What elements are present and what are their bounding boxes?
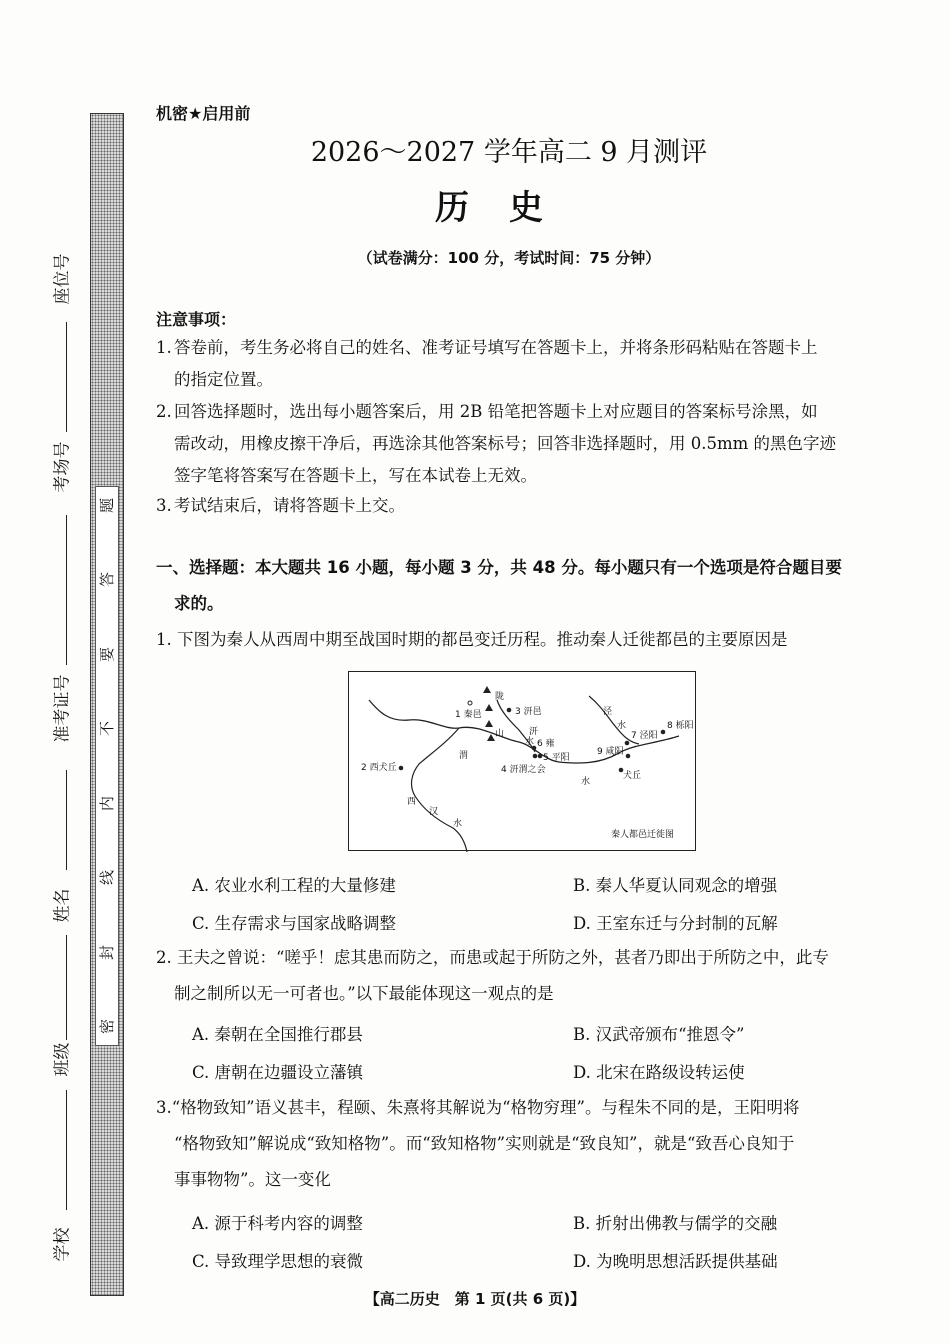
seal-char: 密 [98,1018,117,1034]
city-dot [468,701,472,705]
exam-title: 2026～2027 学年高二 9 月测评 [310,137,708,168]
seat-number-line [66,322,67,432]
seal-char: 要 [98,646,117,662]
note-number: 1. [156,338,172,357]
seat-number-label: 座位号 [52,253,73,305]
secret-mark: 机密★启用前 [156,104,251,123]
city-dot [399,766,404,771]
seal-char: 答 [98,572,117,588]
map-label-jing-shui: 水 [617,721,627,731]
class-line [66,1090,67,1210]
mountain-icon [485,704,493,711]
mountain-icon [483,686,491,693]
seal-char: 题 [98,497,117,514]
city-dot [507,708,512,713]
note-text: 的指定位置。 [174,370,273,389]
exam-room-label: 考场号 [52,441,73,493]
question-2 [156,940,896,1012]
map-label-xianyang: 9 咸阳 [597,747,624,757]
q1-option-c: C. 生存需求与国家战略调整 [192,914,397,933]
note-number: 3. [156,496,172,515]
map-label-qian: 汧 [529,727,539,737]
map-label-han-shui: 水 [453,819,463,829]
question-text: 2. 王夫之曾说：“嗟乎！虑其患而防之，而患或起于所防之外，甚者乃即出于所防之中，此专 [156,948,829,967]
map-label-quanqiu: 犬丘 [623,771,642,781]
question-text: 事事物物”。这一变化 [174,1170,331,1189]
name-line [66,935,67,1040]
q2-option-b: B. 汉武帝颁布“推恩令” [573,1025,745,1044]
seal-char: 内 [98,795,117,811]
exam-room-line [66,515,67,665]
map-label-qianyi: 3 汧邑 [515,707,542,717]
admission-number-line [66,770,67,870]
map-label-shan: 山 [495,729,505,739]
map-label-xi: 西 [407,797,417,807]
q3-option-b: B. 折射出佛教与儒学的交融 [573,1214,778,1233]
map-label-han: 汉 [429,807,439,817]
note-item [156,332,896,396]
q3-option-d: D. 为晚明思想活跃提供基础 [573,1252,778,1271]
admission-number-label: 准考证号 [52,674,73,743]
mountain-icon [487,734,495,741]
section-heading [156,550,896,622]
map-label-long: 陇 [495,692,505,702]
note-text: 签字笔将答案写在答题卡上，写在本试卷上无效。 [174,466,537,485]
q3-option-c: C. 导致理学思想的衰微 [192,1252,364,1271]
school-label: 学校 [52,1227,73,1262]
seal-strip [90,113,124,1296]
class-label: 班级 [52,1042,73,1077]
map-label-qian-shui: 水 [525,737,535,747]
note-text: 回答选择题时，选出每小题答案后，用 2B 铅笔把答题卡上对应题目的答案标号涂黑，如 [174,402,818,421]
note-text: 答卷前，考生务必将自己的姓名、准考证号填写在答题卡上，并将条形码粘贴在答题卡上 [174,338,818,357]
note-text: 考试结束后，请将答题卡上交。 [174,496,405,515]
subject-title: 历史 [435,188,583,228]
page-footer: 【高二历史 第 1 页(共 6 页)】 [364,1290,586,1308]
map-label-yueyang: 8 栎阳 [667,721,694,731]
seal-char: 封 [98,944,117,960]
q2-option-d: D. 北宋在路级设转运使 [573,1063,745,1082]
question-3 [156,1090,896,1198]
map-label-jing: 泾 [603,707,613,717]
note-item [156,396,896,492]
name-label: 姓名 [52,888,73,923]
q1-option-d: D. 王室东迁与分封制的瓦解 [573,914,778,933]
city-dot [533,754,538,759]
map-label-xiquanqiu: 2 西犬丘 [361,763,397,773]
question-text: 1. 下图为秦人从西周中期至战国时期的都邑变迁历程。推动秦人迁徙都邑的主要原因是 [156,630,788,649]
notes-heading: 注意事项： [156,310,237,329]
qin-capital-map [348,671,696,851]
q2-option-c: C. 唐朝在边疆设立藩镇 [192,1063,364,1082]
seal-char: 不 [98,721,117,737]
map-label-jingyang: 7 泾阳 [631,731,658,741]
q2-option-a: A. 秦朝在全国推行郡县 [192,1025,363,1044]
section-text: 求的。 [174,594,224,613]
q3-option-a: A. 源于科考内容的调整 [192,1214,363,1233]
map-label-wei: 渭 [459,751,469,761]
map-label-qianweizhihui: 4 汧渭之会 [501,765,546,775]
section-text: 一、选择题：本大题共 16 小题，每小题 3 分，共 48 分。每小题只有一个选项是符合题目要 [156,558,842,577]
question-1 [156,622,896,658]
note-number: 2. [156,402,172,421]
map-drawing [349,672,697,852]
city-dot [626,754,631,759]
exam-info: （试卷满分：100 分，考试时间：75 分钟） [357,249,661,267]
city-dot [661,730,666,735]
question-text: 3.“格物致知”语义甚丰，程颐、朱熹将其解说为“格物穷理”。与程朱不同的是，王阳明将 [156,1098,800,1117]
question-text: “格物致知”解说成“致知格物”。而“致知格物”实则就是“致良知”，就是“致吾心良知于 [174,1134,795,1153]
question-text: 制之制所以无一可者也。”以下最能体现这一观点的是 [174,984,554,1003]
map-label-yong: 6 雍 [537,739,555,749]
q1-option-a: A. 农业水利工程的大量修建 [192,876,396,895]
q1-option-b: B. 秦人华夏认同观念的增强 [573,876,778,895]
mountain-icon [485,720,493,727]
map-label-wei-shui: 水 [581,777,591,787]
city-dot [625,741,630,746]
note-text: 需改动，用橡皮擦干净后，再选涂其他答案标号；回答非选择题时，用 0.5mm 的黑色字迹 [174,434,837,453]
note-item [156,490,896,522]
city-dot [538,754,543,759]
xihan-river [412,728,467,852]
seal-char: 线 [98,870,117,886]
map-label-pingyang: 5 平阳 [543,753,570,763]
map-label-qinyi: 1 秦邑 [455,710,482,720]
map-caption: 秦人都邑迁徙图 [611,830,675,840]
seal-window [95,486,119,1046]
